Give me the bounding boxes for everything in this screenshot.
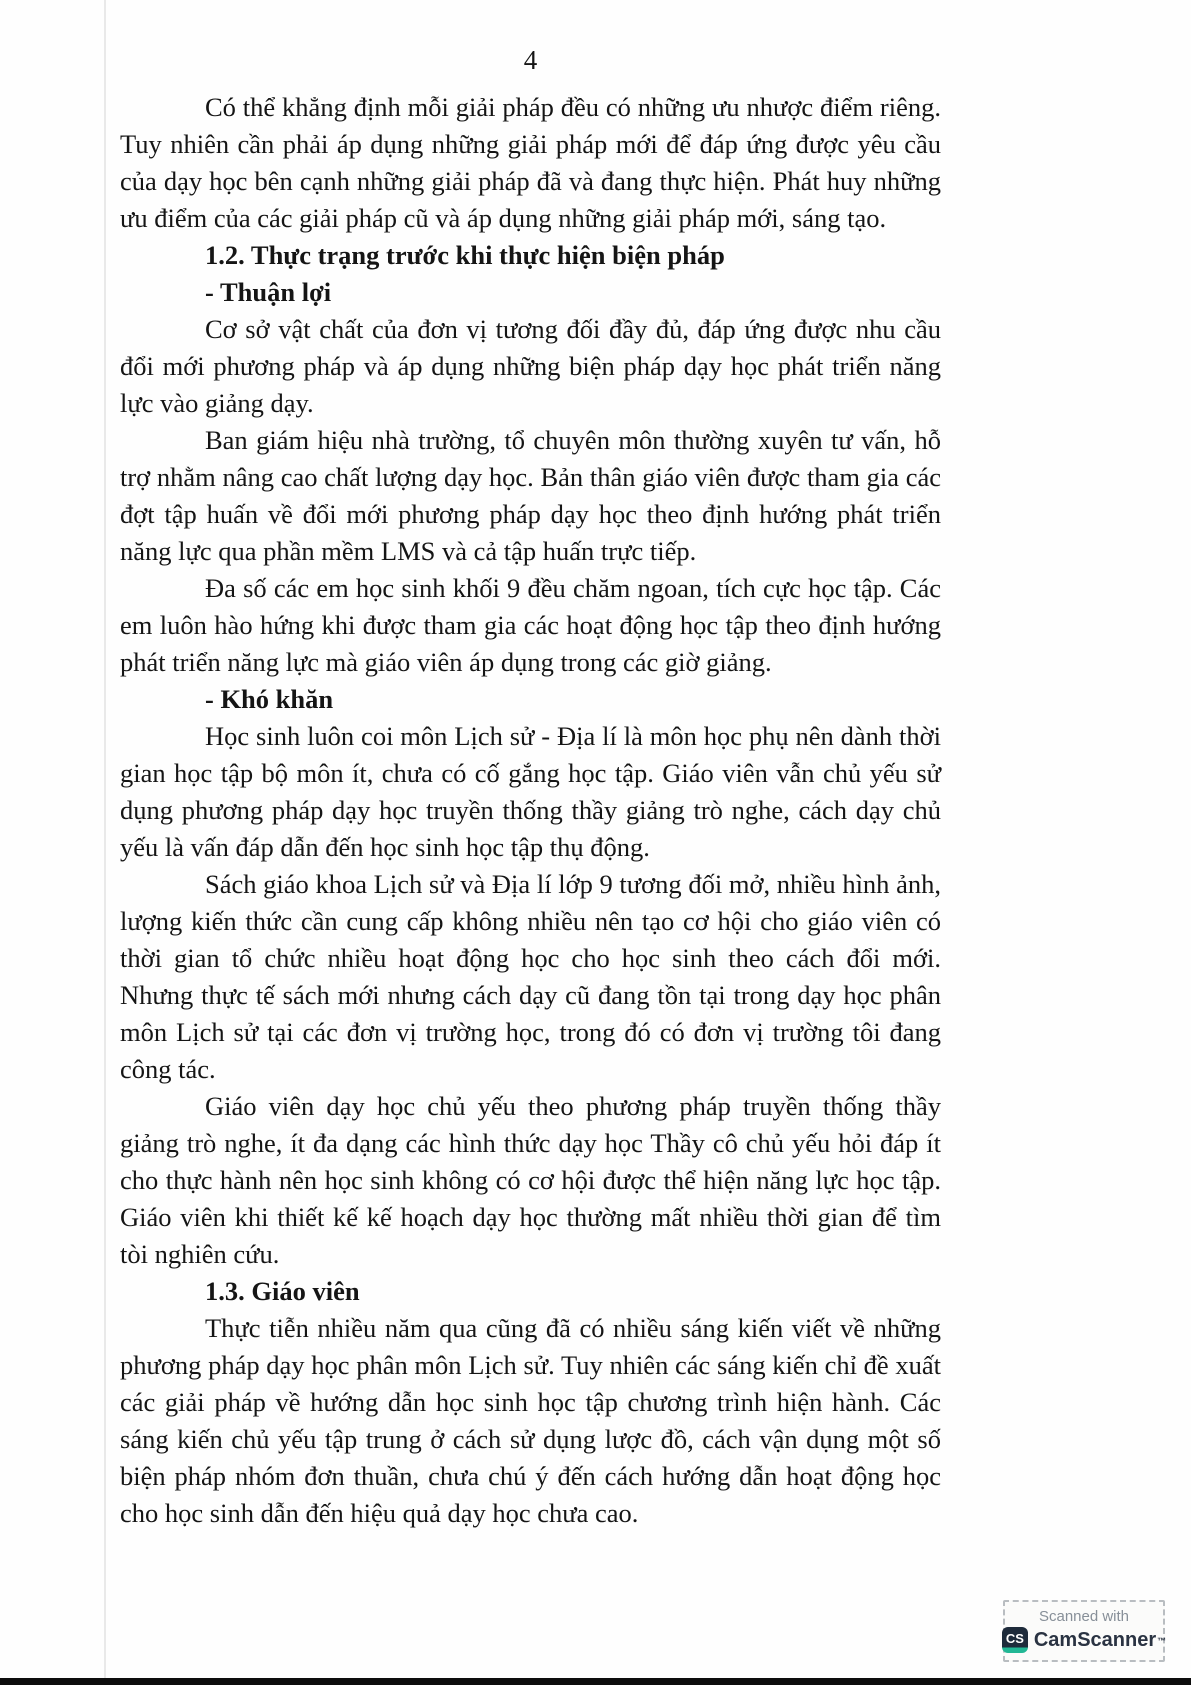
camscanner-badge bbox=[1003, 1600, 1165, 1662]
section-heading: - Thuận lợi bbox=[205, 277, 332, 307]
document-body bbox=[120, 42, 941, 1532]
paragraph: Ban giám hiệu nhà trường, tổ chuyên môn thường xuyên tư vấn, hỗ trợ nhằm nâng cao chất lượng dạy học. Bản thân giáo viên được tham gia các đợt tập huấn về đổi mới phương pháp dạy học theo định hướng phát triển năng lực qua phần mềm LMS và cả tập huấn trực tiếp. bbox=[120, 425, 941, 566]
paragraph: Học sinh luôn coi môn Lịch sử - Địa lí là môn học phụ nên dành thời gian học tập bộ môn ít, chưa có cố gắng học tập. Giáo viên vẫn chủ yếu sử dụng phương pháp dạy học truyền thống thầy giảng trò nghe, cách dạy chủ yếu là vấn đáp dẫn đến học sinh học tập thụ động. bbox=[120, 721, 941, 862]
paragraph: Đa số các em học sinh khối 9 đều chăm ngoan, tích cực học tập. Các em luôn hào hứng khi được tham gia các hoạt động học tập theo định hướng phát triển năng lực mà giáo viên áp dụng trong các giờ giảng. bbox=[120, 573, 941, 677]
scan-edge-line bbox=[104, 0, 106, 1678]
paragraph: Thực tiễn nhiều năm qua cũng đã có nhiều sáng kiến viết về những phương pháp dạy học phân môn Lịch sử. Tuy nhiên các sáng kiến chỉ đề xuất các giải pháp về hướng dẫn học sinh học tập chương trình hiện hành. Các sáng kiến chủ yếu tập trung ở cách sử dụng lược đồ, cách vận dụng một số biện pháp nhóm đơn thuần, chưa chú ý đến cách hướng dẫn hoạt động học cho học sinh dẫn đến hiệu quả dạy học chưa cao. bbox=[120, 1313, 941, 1528]
camscanner-brand-text: CamScanner bbox=[1033, 1628, 1157, 1651]
camscanner-scanned-with-label: Scanned with bbox=[1038, 1608, 1130, 1625]
page-number: 4 bbox=[523, 45, 538, 75]
trademark-symbol: ™ bbox=[1157, 1635, 1167, 1646]
section-heading: 1.3. Giáo viên bbox=[205, 1276, 360, 1306]
section-heading: - Khó khăn bbox=[205, 684, 334, 714]
paragraph: Sách giáo khoa Lịch sử và Địa lí lớp 9 tương đối mở, nhiều hình ảnh, lượng kiến thức cần cung cấp không nhiều nên tạo cơ hội cho giáo viên có thời gian tổ chức nhiều hoạt động học cho học sinh theo cách đổi mới. Nhưng thực tế sách mới nhưng cách dạy cũ đang tồn tại trong dạy học phân môn Lịch sử tại các đơn vị trường học, trong đó có đơn vị trường tôi đang công tác. bbox=[120, 869, 941, 1084]
camscanner-logo-icon bbox=[1002, 1627, 1028, 1653]
paragraph: Có thể khẳng định mỗi giải pháp đều có những ưu nhược điểm riêng. Tuy nhiên cần phải áp dụng những giải pháp mới để đáp ứng được yêu cầu của dạy học bên cạnh những giải pháp đã và đang thực hiện. Phát huy những ưu điểm của các giải pháp cũ và áp dụng những giải pháp mới, sáng tạo. bbox=[120, 92, 941, 233]
camscanner-brand-row bbox=[1002, 1627, 1166, 1653]
section-heading: 1.2. Thực trạng trước khi thực hiện biện pháp bbox=[205, 240, 725, 270]
scan-bottom-edge bbox=[0, 1678, 1191, 1685]
paragraph: Giáo viên dạy học chủ yếu theo phương pháp truyền thống thầy giảng trò nghe, ít đa dạng các hình thức dạy học Thầy cô chủ yếu hỏi đáp ít cho thực hành nên học sinh không có cơ hội được thể hiện năng lực học tập. Giáo viên khi thiết kế kế hoạch dạy học thường mất nhiều thời gian để tìm tòi nghiên cứu. bbox=[120, 1091, 941, 1269]
paragraph: Cơ sở vật chất của đơn vị tương đối đầy đủ, đáp ứng được nhu cầu đổi mới phương pháp và áp dụng những biện pháp dạy học phát triển năng lực vào giảng dạy. bbox=[120, 314, 941, 418]
camscanner-logo-letters: CS bbox=[1005, 1631, 1024, 1646]
camscanner-brand-name bbox=[1034, 1629, 1166, 1652]
